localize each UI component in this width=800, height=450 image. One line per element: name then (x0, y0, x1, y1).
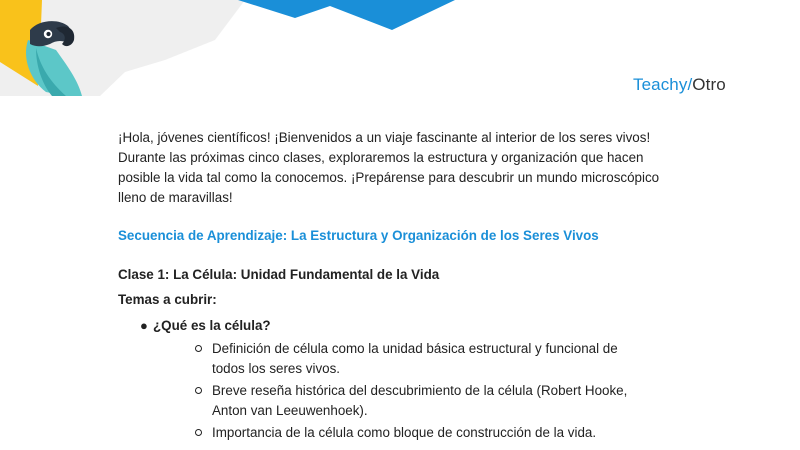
brand-name-part2: Otro (692, 75, 726, 94)
intro-paragraph: ¡Hola, jóvenes científicos! ¡Bienvenidos a un viaje fascinante al interior de los seres vivos! Durante las próximas cinco clases, exploraremos la estructura y organización que hacen posible la vida tal como la conocemos. ¡Prepárense para descubrir un mundo microscópico lleno de maravillas! (118, 130, 660, 205)
bullet-icon: ● (140, 318, 148, 333)
document-body (118, 128, 688, 445)
section-title: Secuencia de Aprendizaje: La Estructura y Organización de los Seres Vivos (118, 228, 599, 243)
brand-logo (633, 75, 726, 95)
class-title: Clase 1: La Célula: Unidad Fundamental de la Vida (118, 267, 440, 282)
topic-title: ¿Qué es la célula? (153, 318, 271, 333)
brand-name-part1: Teachy/ (633, 75, 693, 94)
topic-list (118, 316, 688, 443)
topics-label: Temas a cubrir: (118, 292, 217, 307)
subtopic-item (153, 381, 688, 421)
circle-bullet-icon (195, 387, 202, 394)
blue-shape (238, 0, 455, 30)
subtopic-text: Definición de célula como la unidad básica estructural y funcional de todos los seres vivos. (212, 341, 618, 376)
topic-item (118, 316, 688, 443)
subtopic-item (153, 339, 688, 379)
circle-bullet-icon (195, 345, 202, 352)
circle-bullet-icon (195, 429, 202, 436)
subtopic-text: Importancia de la célula como bloque de construcción de la vida. (212, 425, 597, 440)
subtopic-list (153, 339, 688, 443)
subtopic-text: Breve reseña histórica del descubrimiento de la célula (Robert Hooke, Anton van Leeuwenhoek). (212, 383, 628, 418)
subtopic-item (153, 423, 688, 443)
